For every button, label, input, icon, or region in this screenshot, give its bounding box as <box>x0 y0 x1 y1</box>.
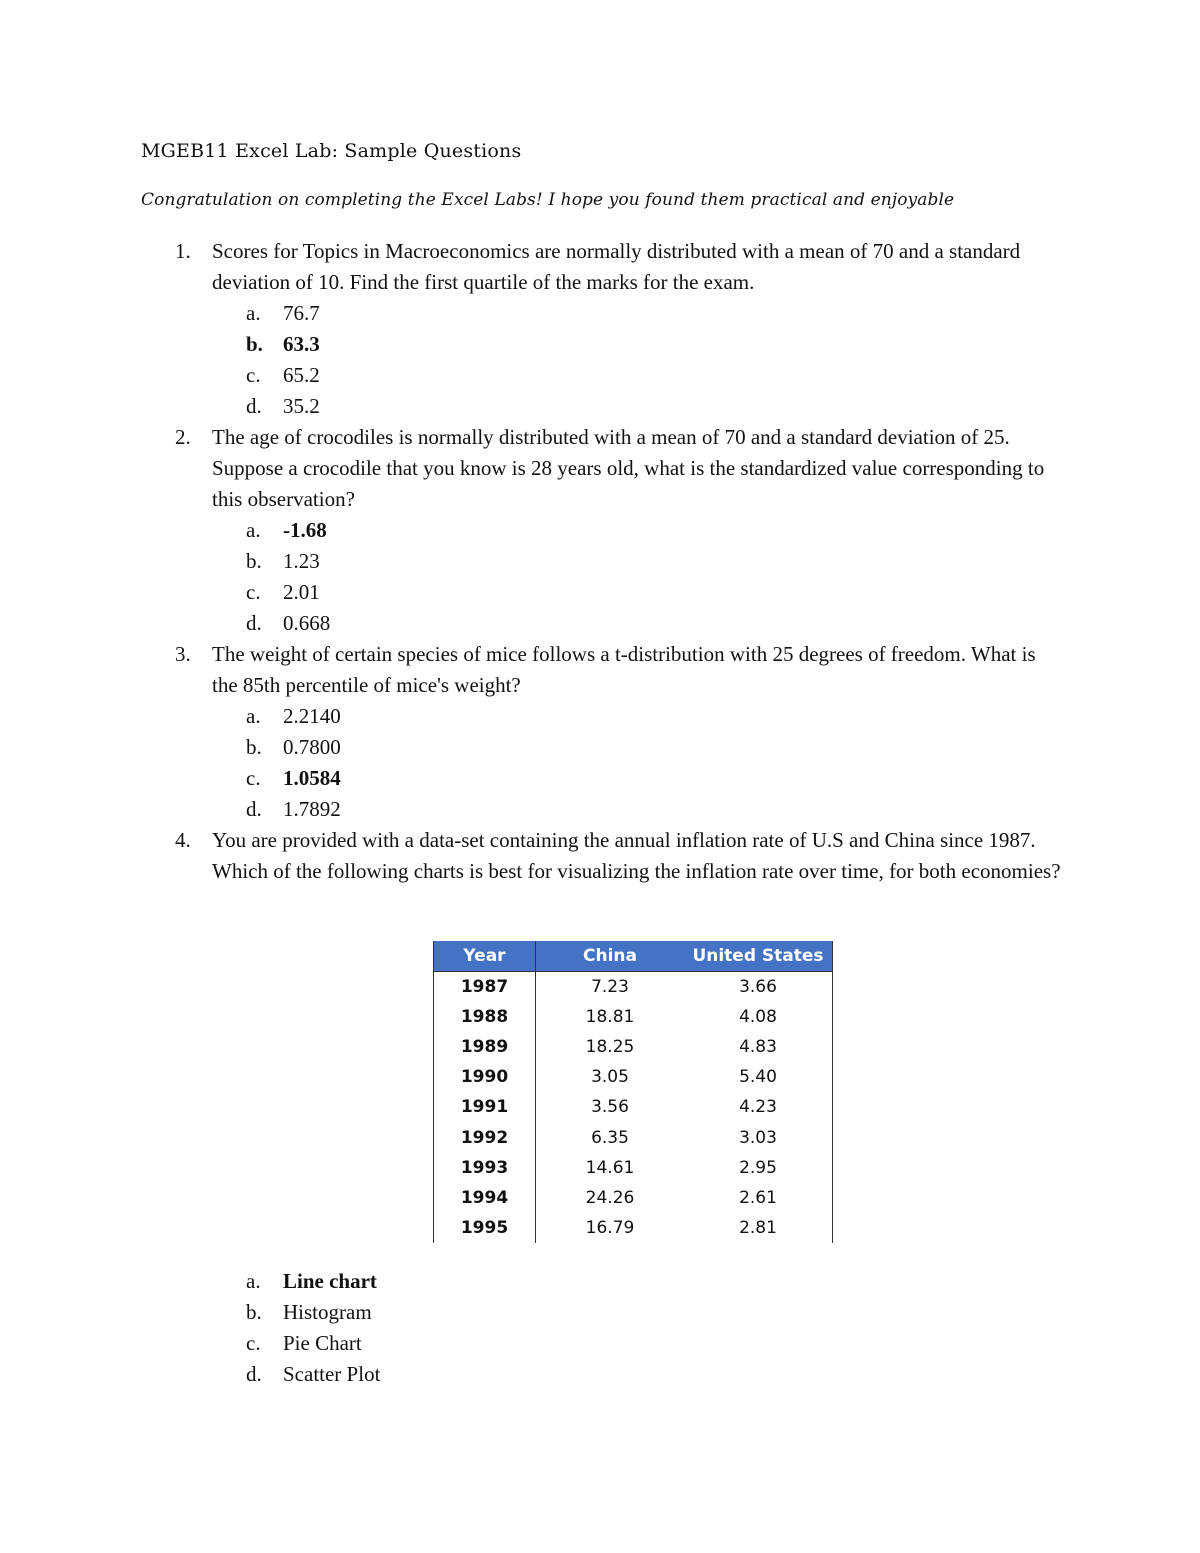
china-cell: 3.56 <box>591 1097 629 1118</box>
question-text: You are provided with a data-set containing the annual inflation rate of U.S and China since 1987. Which of the following charts is best for visualizing the inflation rate over time, for both economies? <box>212 828 1061 883</box>
option-letter: b. <box>246 1300 262 1324</box>
option-c-correct <box>0 763 1200 794</box>
year-cell: 1988 <box>434 1002 536 1032</box>
option-text: 0.668 <box>283 611 331 635</box>
option-letter: d. <box>246 797 262 821</box>
table-row <box>434 1002 833 1032</box>
option-letter: d. <box>246 611 262 635</box>
option-list <box>0 515 1200 639</box>
year-cell: 1987 <box>434 972 536 1003</box>
option-text: 35.2 <box>283 394 320 418</box>
option-c <box>0 1328 1200 1359</box>
year-cell: 1994 <box>434 1183 536 1213</box>
question-number: 3. <box>175 642 191 666</box>
table-row <box>434 1032 833 1062</box>
option-d <box>0 1359 1200 1390</box>
option-text: 0.7800 <box>283 735 341 759</box>
question-1 <box>0 236 1200 422</box>
table-row <box>434 1153 833 1183</box>
question-number: 4. <box>175 828 191 852</box>
option-letter: c. <box>246 580 261 604</box>
year-cell: 1995 <box>434 1213 536 1243</box>
option-letter: c. <box>246 1331 261 1355</box>
table-row <box>434 1183 833 1213</box>
option-b <box>0 1297 1200 1328</box>
us-cell: 2.95 <box>684 1153 833 1183</box>
china-cell: 18.81 <box>585 1007 635 1028</box>
question-number: 1. <box>175 239 191 263</box>
us-cell: 3.03 <box>684 1122 833 1152</box>
option-letter: b. <box>246 549 262 573</box>
column-header-year: Year <box>434 941 536 972</box>
table-header-row <box>434 941 833 972</box>
inflation-table <box>433 941 833 1243</box>
question-3 <box>0 639 1200 825</box>
option-list <box>0 298 1200 422</box>
option-text: 1.23 <box>283 549 320 573</box>
page-subtitle: Congratulation on completing the Excel Labs! I hope you found them practical and enjoyable <box>141 190 955 210</box>
question-text: The age of crocodiles is normally distributed with a mean of 70 and a standard deviation of 25. Suppose a crocodile that you know is 28 years old, what is the standardized value corresponding to this observation? <box>212 425 1045 511</box>
option-text: -1.68 <box>283 518 327 542</box>
option-letter: a. <box>246 704 261 728</box>
option-text: 1.0584 <box>283 766 341 790</box>
option-d <box>0 608 1200 639</box>
option-c <box>0 360 1200 391</box>
china-cell: 6.35 <box>591 1127 629 1148</box>
question-2 <box>0 422 1200 639</box>
china-cell: 16.79 <box>585 1217 635 1238</box>
table-row <box>434 972 833 1003</box>
option-text: 65.2 <box>283 363 320 387</box>
us-cell: 3.66 <box>684 972 833 1003</box>
question-4-option-list <box>0 1266 1200 1390</box>
option-text: 2.01 <box>283 580 320 604</box>
year-cell: 1992 <box>434 1122 536 1152</box>
question-number: 2. <box>175 425 191 449</box>
option-b-correct <box>0 329 1200 360</box>
table-row <box>434 1213 833 1243</box>
column-header-united-states: United States <box>684 941 833 972</box>
china-cell: 7.23 <box>536 972 685 1003</box>
table-row <box>434 1092 833 1122</box>
option-text: 1.7892 <box>283 797 341 821</box>
option-letter: d. <box>246 394 262 418</box>
question-text: The weight of certain species of mice follows a t-distribution with 25 degrees of freedom. What is the 85th percentile of mice's weight? <box>212 642 1036 697</box>
option-text: Scatter Plot <box>283 1362 381 1386</box>
option-b <box>0 546 1200 577</box>
option-a <box>0 701 1200 732</box>
table-row <box>434 1122 833 1152</box>
option-text: 2.2140 <box>283 704 341 728</box>
us-cell: 4.23 <box>684 1092 833 1122</box>
question-4 <box>0 825 1200 887</box>
option-text: 76.7 <box>283 301 320 325</box>
option-text: Pie Chart <box>283 1331 362 1355</box>
option-c <box>0 577 1200 608</box>
column-header-china: China <box>536 941 685 972</box>
option-text: Histogram <box>283 1300 372 1324</box>
option-a-correct <box>0 1266 1200 1297</box>
option-letter: d. <box>246 1362 262 1386</box>
option-letter: b. <box>246 332 263 356</box>
option-b <box>0 732 1200 763</box>
option-letter: c. <box>246 363 261 387</box>
option-a <box>0 298 1200 329</box>
option-letter: a. <box>246 301 261 325</box>
us-cell: 2.61 <box>684 1183 833 1213</box>
year-cell: 1989 <box>434 1032 536 1062</box>
option-text: Line chart <box>283 1269 377 1293</box>
us-cell: 4.83 <box>684 1032 833 1062</box>
us-cell: 5.40 <box>684 1062 833 1092</box>
question-list <box>0 236 1200 887</box>
option-a-correct <box>0 515 1200 546</box>
china-cell: 18.25 <box>585 1037 635 1058</box>
option-d <box>0 794 1200 825</box>
option-d <box>0 391 1200 422</box>
year-cell: 1993 <box>434 1153 536 1183</box>
question-text: Scores for Topics in Macroeconomics are normally distributed with a mean of 70 and a standard deviation of 10. Find the first quartile of the marks for the exam. <box>212 239 1021 294</box>
year-cell: 1990 <box>434 1062 536 1092</box>
year-cell: 1991 <box>434 1092 536 1122</box>
us-cell: 2.81 <box>684 1213 833 1243</box>
option-list <box>0 701 1200 825</box>
option-letter: a. <box>246 1269 261 1293</box>
option-letter: a. <box>246 518 261 542</box>
china-cell: 14.61 <box>585 1157 635 1178</box>
option-letter: b. <box>246 735 262 759</box>
us-cell: 4.08 <box>684 1002 833 1032</box>
table-row <box>434 1062 833 1092</box>
option-letter: c. <box>246 766 261 790</box>
page-title: MGEB11 Excel Lab: Sample Questions <box>141 140 522 162</box>
option-text: 63.3 <box>283 332 320 356</box>
china-cell: 3.05 <box>591 1067 629 1088</box>
china-cell: 24.26 <box>585 1187 635 1208</box>
